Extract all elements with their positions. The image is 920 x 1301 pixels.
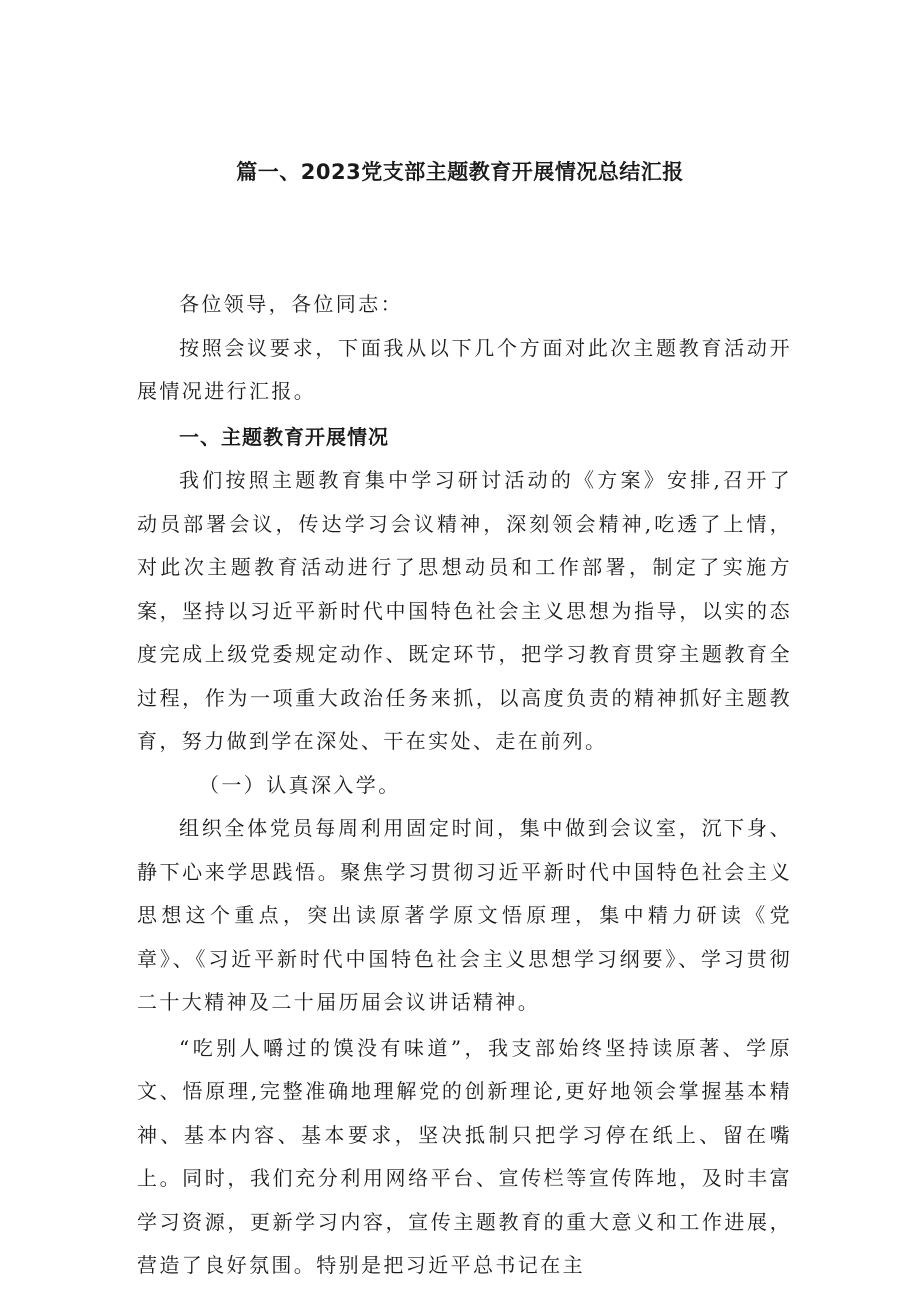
subsection-heading-1: （一）认真深入学。 (199, 772, 401, 797)
document-title: 篇一、2023党支部主题教育开展情况总结汇报 (236, 160, 684, 184)
section-1-paragraph-1: 我们按照主题教育集中学习研讨活动的《方案》安排,召开了动员部署会议，传达学习会议精神，深刻领会精神,吃透了上情，对此次主题教育活动进行了思想动员和工作部署，制定了实施方案，坚持以习近平新时代中国特色社会主义思想为指导，以实的态度完成上级党委规定动作、既定环节，把学习教育贯穿主题教育全过程，作为一项重大政治任务来抓，以高度负责的精神抓好主题教育，努力做到学在深处、干在实处、走在前列。 (137, 468, 792, 753)
document-body (137, 283, 792, 1288)
subsection-1-paragraph-2: “吃别人嚼过的馍没有味道”，我支部始终坚持读原著、学原文、悟原理,完整准确地理解党的创新理论,更好地领会掌握基本精神、基本内容、基本要求，坚决抵制只把学习停在纸上、留在嘴上。同时，我们充分利用网络平台、宣传栏等宣传阵地，及时丰富学习资源，更新学习内容，宣传主题教育的重大意义和工作进展，营造了良好氛围。特别是把习近平总书记在主 (137, 1035, 792, 1277)
section-heading-1: 一、主题教育开展情况 (179, 424, 389, 449)
intro-paragraph: 按照会议要求，下面我从以下几个方面对此次主题教育活动开展情况进行汇报。 (137, 335, 792, 403)
salutation: 各位领导，各位同志： (179, 292, 403, 316)
subsection-1-paragraph-1: 组织全体党员每周利用固定时间，集中做到会议室，沉下身、静下心来学思践悟。聚焦学习贯彻习近平新时代中国特色社会主义思想这个重点，突出读原著学原文悟原理，集中精力研读《党章》、《习近平新时代中国特色社会主义思想学习纲要》、学习贯彻二十大精神及二十届历届会议讲话精神。 (137, 816, 792, 1014)
